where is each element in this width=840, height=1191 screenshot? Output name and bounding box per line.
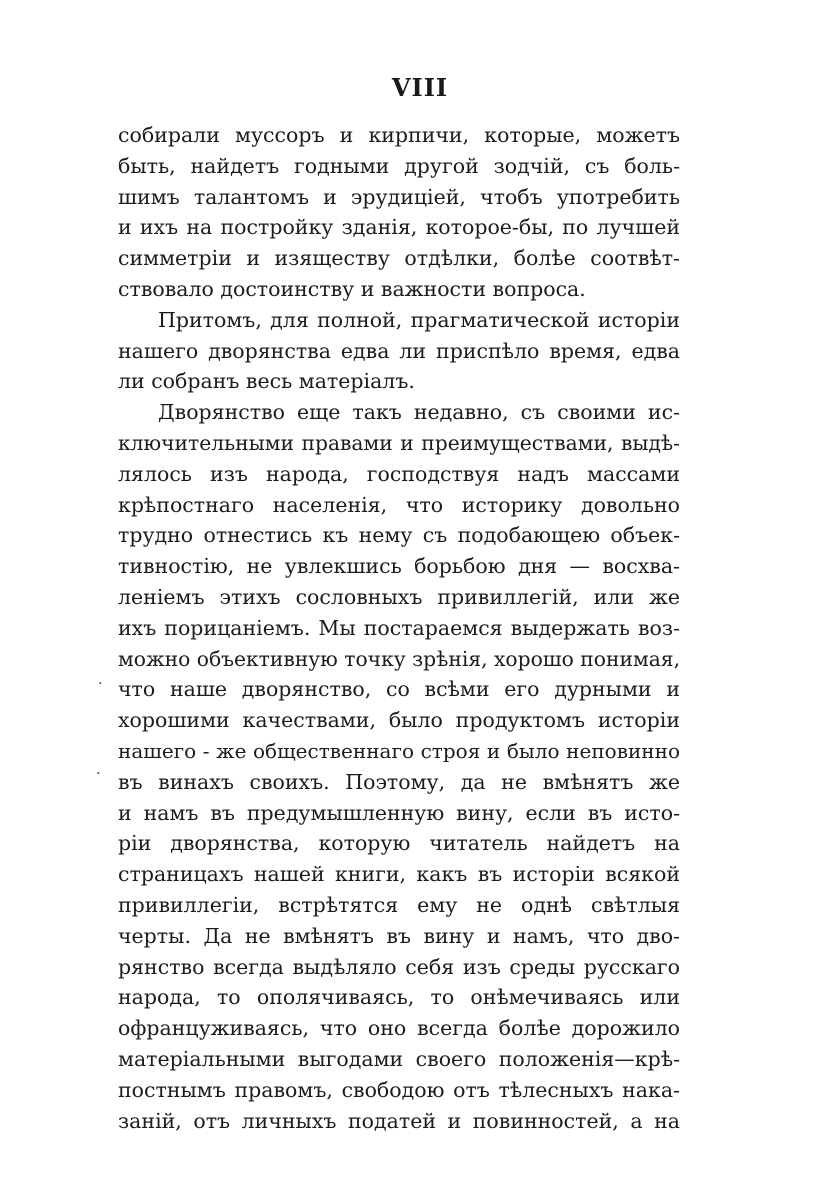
text-line: нашего - же общественнаго строя и было неповинно xyxy=(118,738,680,763)
page-number: VIII xyxy=(391,73,449,102)
text-line: постнымъ правомъ, свободою отъ тѣлесныхъ нака- xyxy=(118,1077,680,1102)
text-line: ствовало достоинству и важности вопроса. xyxy=(118,276,586,301)
margin-mark: · xyxy=(98,676,103,692)
text-line: симметріи и изяществу отдѣлки, болѣе соотвѣт- xyxy=(118,246,680,271)
text-line: трудно отнестись къ нему съ подобающею объек- xyxy=(118,523,680,548)
text-line: заній, отъ личныхъ податей и повинностей, а на xyxy=(118,1108,680,1133)
text-line: въ винахъ своихъ. Поэтому, да не вмѣнятъ же xyxy=(118,769,680,794)
text-line: быть, найдетъ годными другой зодчій, съ боль- xyxy=(118,153,680,178)
text-line: страницахъ нашей книги, какъ въ исторіи всякой xyxy=(118,862,680,887)
text-line: матеріальными выгодами своего положенія—крѣ- xyxy=(118,1046,680,1071)
text-line: Дворянство еще такъ недавно, съ своими ис- xyxy=(158,400,680,425)
text-line: можно объективную точку зрѣнія, хорошо понимая, xyxy=(118,646,680,671)
text-line: что наше дворянство, со всѣми его дурными и xyxy=(118,677,680,702)
text-line: ихъ порицаніемъ. Мы постараемся выдержать воз- xyxy=(118,615,680,640)
text-line: ріи дворянства, которую читатель найдетъ на xyxy=(118,831,680,856)
text-line: и намъ въ предумышленную вину, если въ исто- xyxy=(118,800,680,825)
text-line: леніемъ этихъ сословныхъ привиллегій, или же xyxy=(118,584,680,609)
text-line: привиллегіи, встрѣтятся ему не однѣ свѣтлыя xyxy=(118,892,680,917)
text-line: хорошими качествами, было продуктомъ исторіи xyxy=(118,708,680,733)
margin-mark: · xyxy=(96,766,101,782)
body-text xyxy=(118,120,680,1136)
text-line: черты. Да не вмѣнятъ въ вину и намъ, что дво- xyxy=(118,923,680,948)
text-line: крѣпостнаго населенія, что историку довольно xyxy=(118,492,680,517)
text-line: тивностію, не увлекшись борьбою дня — восхва- xyxy=(118,554,680,579)
text-line: Притомъ, для полной, прагматической исторіи xyxy=(158,307,680,332)
text-line: офранцуживаясь, что оно всегда болѣе дорожило xyxy=(118,1016,680,1041)
text-line: рянство всегда выдѣляло себя изъ среды русскаго xyxy=(118,954,680,979)
text-line: собирали муссоръ и кирпичи, которые, можетъ xyxy=(118,123,680,147)
text-line: ключительными правами и преимуществами, выдѣ- xyxy=(118,430,680,455)
text-line: шимъ талантомъ и эрудиціей, чтобъ употребить xyxy=(118,184,680,209)
text-line: лялось изъ народа, господствуя надъ массами xyxy=(118,461,680,486)
text-line: ли собранъ весь матеріалъ. xyxy=(118,369,415,394)
text-line: нашего дворянства едва ли приспѣло время, едва xyxy=(118,338,680,363)
text-line: народа, то ополячиваясь, то онѣмечиваясь или xyxy=(118,985,680,1010)
text-line: и ихъ на постройку зданія, которое-бы, по лучшей xyxy=(118,215,680,240)
